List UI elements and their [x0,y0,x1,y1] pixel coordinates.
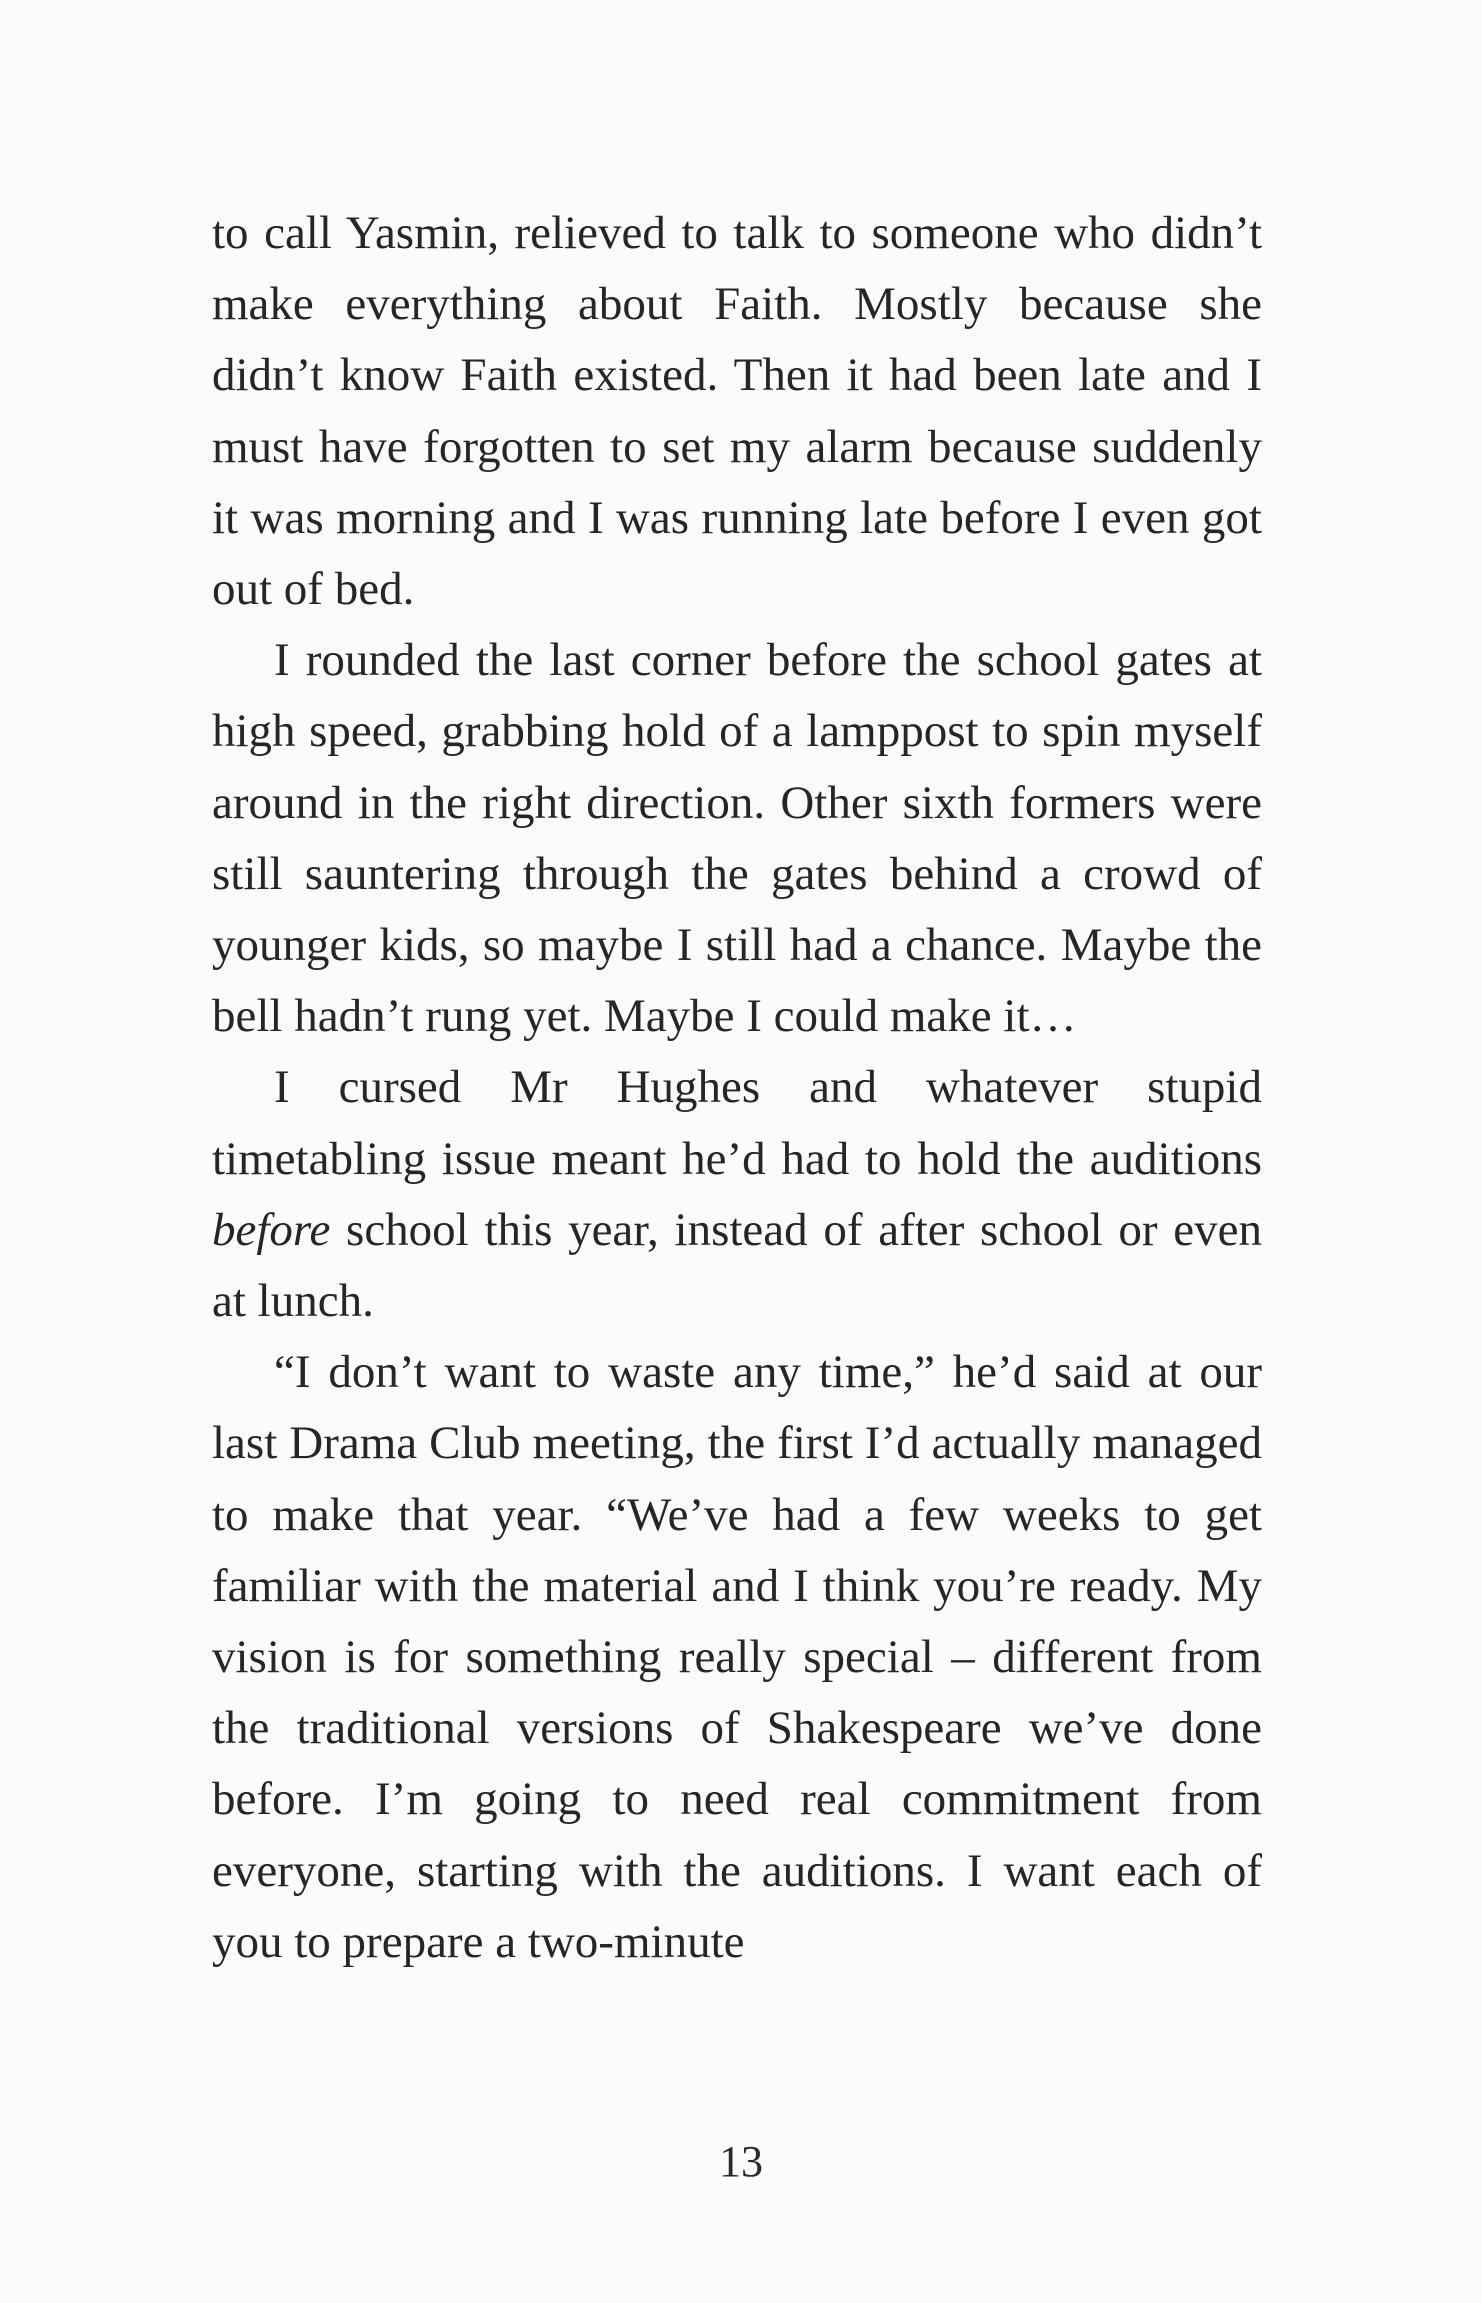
paragraph-3-italic-word: before [212,1203,331,1256]
paragraph-4-text: “I don’t want to waste any time,” he’d said at our last Drama Club meeting, the first I’d actually managed to make that year. “We’ve had a few weeks to get familiar with the material and I think you’re ready. My vision is for something really special – different from the traditional versions of Shakespeare we’ve done before. I’m going to need real commitment from everyone, starting with the auditions. I want each of you to prepare a two-minute [212,1346,1262,1968]
paragraph-1-text: to call Yasmin, relieved to talk to someone who didn’t make everything about Faith. Mostly because she didn’t know Faith existed. Then it had been late and I must have forgotten to set my alarm because suddenly it was morning and I was running late before I even got out of bed. [212,207,1262,616]
paragraph-3-text-b: school this year, instead of after school or even at lunch. [212,1203,1262,1328]
paragraph-2-text: I rounded the last corner before the school gates at high speed, grabbing hold of a lamppost to spin myself around in the right direction. Other sixth formers were still sauntering through the gates behind a crowd of younger kids, so maybe I still had a chance. Maybe the bell hadn’t rung yet. Maybe I could make it… [212,634,1262,1043]
paragraph-1 [212,198,1262,625]
body-text [212,198,1262,1978]
paragraph-3-text-a: I cursed Mr Hughes and whatever stupid timetabling issue meant he’d had to hold the auditions [212,1061,1262,1185]
paragraph-2 [212,625,1262,1052]
page-number: 13 [719,2137,763,2186]
paragraph-3 [212,1052,1262,1337]
paragraph-4 [212,1337,1262,1978]
